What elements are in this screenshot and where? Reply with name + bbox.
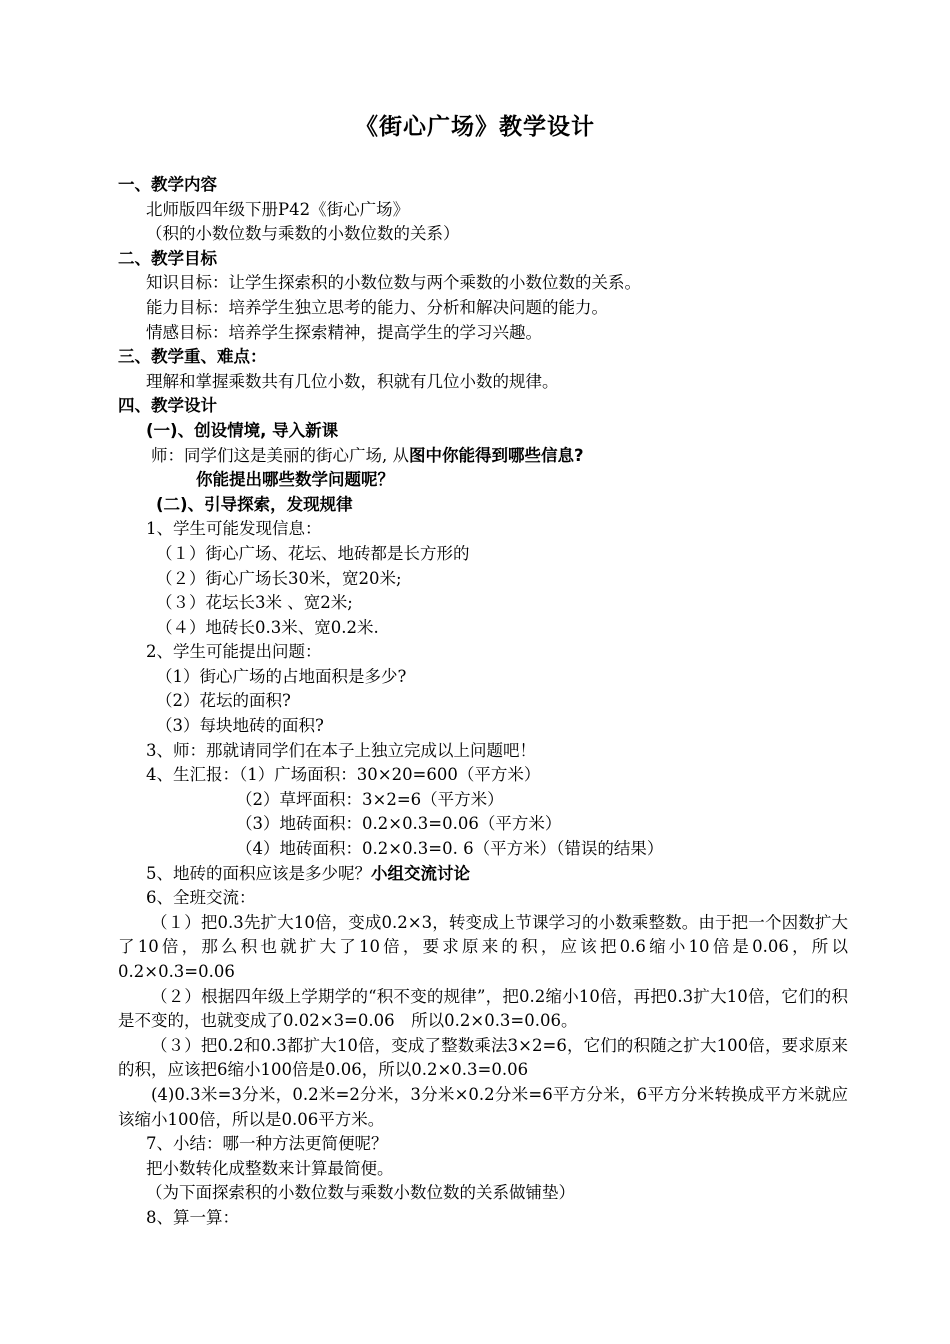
document-body (118, 173, 848, 1231)
section-heading-content: 一、教学内容 (118, 175, 217, 194)
goal-ability: 能力目标：培养学生独立思考的能力、分析和解决问题的能力。 (146, 297, 608, 317)
section-heading-key-points: 三、教学重、难点： (118, 347, 267, 367)
step-7: 7、小结：哪一种方法更简便呢？ (146, 1134, 388, 1154)
step-1-item-1: （１）街心广场、花坛、地砖都是长方形的 (156, 543, 470, 563)
teacher-question-followup: 你能提出哪些数学问题呢？ (196, 470, 394, 490)
document-title: 《街心广场》教学设计 (355, 114, 595, 140)
teacher-question-plain: 师：同学们这是美丽的街心广场, 从 (151, 445, 409, 465)
method-1-paragraph: （１）把0.3先扩大10倍，变成0.2×3，转变成上节课学习的小数乘整数。由于把一个因数扩大了10倍，那么积也就扩大了10倍，要求原来的积，应该把0.6缩小10倍是0.06，所以0.2×0.3=0.06 (118, 912, 848, 981)
step-5 (118, 862, 848, 887)
step-1: 1、学生可能发现信息： (146, 519, 322, 539)
method-2-paragraph: （２）根据四年级上学期学的“积不变的规律”，把0.2缩小10倍，再把0.3扩大10倍，它们的积是不变的，也就变成了0.02×3=0.06 所以0.2×0.3=0.06。 (118, 986, 848, 1031)
step-2-item-2: （2）花坛的面积? (156, 691, 291, 711)
goal-emotion: 情感目标：培养学生探索精神，提高学生的学习兴趣。 (146, 322, 542, 342)
step-1-item-3: （３）花坛长3米 、宽2米; (156, 593, 353, 613)
step-6: 6、全班交流： (146, 888, 256, 908)
step-4-item-4: （4）地砖面积：0.2×0.3=0. 6（平方米）（错误的结果） (236, 839, 664, 859)
content-topic: （积的小数位数与乘数的小数位数的关系） (146, 224, 460, 244)
step-2: 2、学生可能提出问题： (146, 642, 322, 662)
step-7-answer: 把小数转化成整数来计算最简便。 (146, 1158, 394, 1178)
subsection-heading-1: (一)、创设情境, 导入新课 (146, 420, 339, 440)
step-1-item-4: （４）地砖长0.3米、宽0.2米. (156, 617, 379, 637)
step-2-item-1: （1）街心广场的占地面积是多少? (156, 666, 407, 686)
step-7-note: （为下面探索积的小数位数与乘数小数位数的关系做铺垫） (146, 1183, 575, 1203)
teacher-question-bold: 图中你能得到哪些信息? (409, 445, 584, 465)
step-5-bold: 小组交流讨论 (371, 863, 470, 883)
step-8: 8、算一算： (146, 1207, 239, 1227)
method-3-paragraph: （３）把0.2和0.3都扩大10倍，变成了整数乘法3×2=6，它们的积随之扩大100倍，要求原来的积，应该把6缩小100倍是0.06，所以0.2×0.3=0.06 (118, 1035, 848, 1080)
step-4: 4、生汇报：（1）广场面积：30×20=600（平方米） (146, 765, 541, 785)
step-1-item-2: （２）街心广场长30米，宽20米; (156, 568, 402, 588)
step-4-item-2: （2）草坪面积：3×2=6（平方米） (236, 789, 504, 809)
teacher-question-line (118, 444, 848, 469)
subsection-heading-2: (二)、引导探索，发现规律 (156, 494, 353, 514)
step-4-item-3: （3）地砖面积：0.2×0.3=0.06（平方米） (236, 814, 562, 834)
step-2-item-3: （3）每块地砖的面积? (156, 716, 324, 736)
step-5-question: 5、地砖的面积应该是多少呢？ (146, 863, 371, 883)
step-3: 3、师：那就请同学们在本子上独立完成以上问题吧！ (146, 740, 536, 760)
textbook-reference: 北师版四年级下册P42《街心广场》 (146, 199, 410, 219)
key-point-text: 理解和掌握乘数共有几位小数，积就有几位小数的规律。 (146, 371, 559, 391)
section-heading-design: 四、教学设计 (118, 396, 217, 416)
goal-knowledge: 知识目标：让学生探索积的小数位数与两个乘数的小数位数的关系。 (146, 273, 641, 293)
section-heading-goals: 二、教学目标 (118, 248, 217, 268)
method-4-paragraph: (4)0.3米=3分米，0.2米=2分米，3分米×0.2分米=6平方分米，6平方分米转换成平方米就应该缩小100倍，所以是0.06平方米。 (118, 1084, 848, 1129)
